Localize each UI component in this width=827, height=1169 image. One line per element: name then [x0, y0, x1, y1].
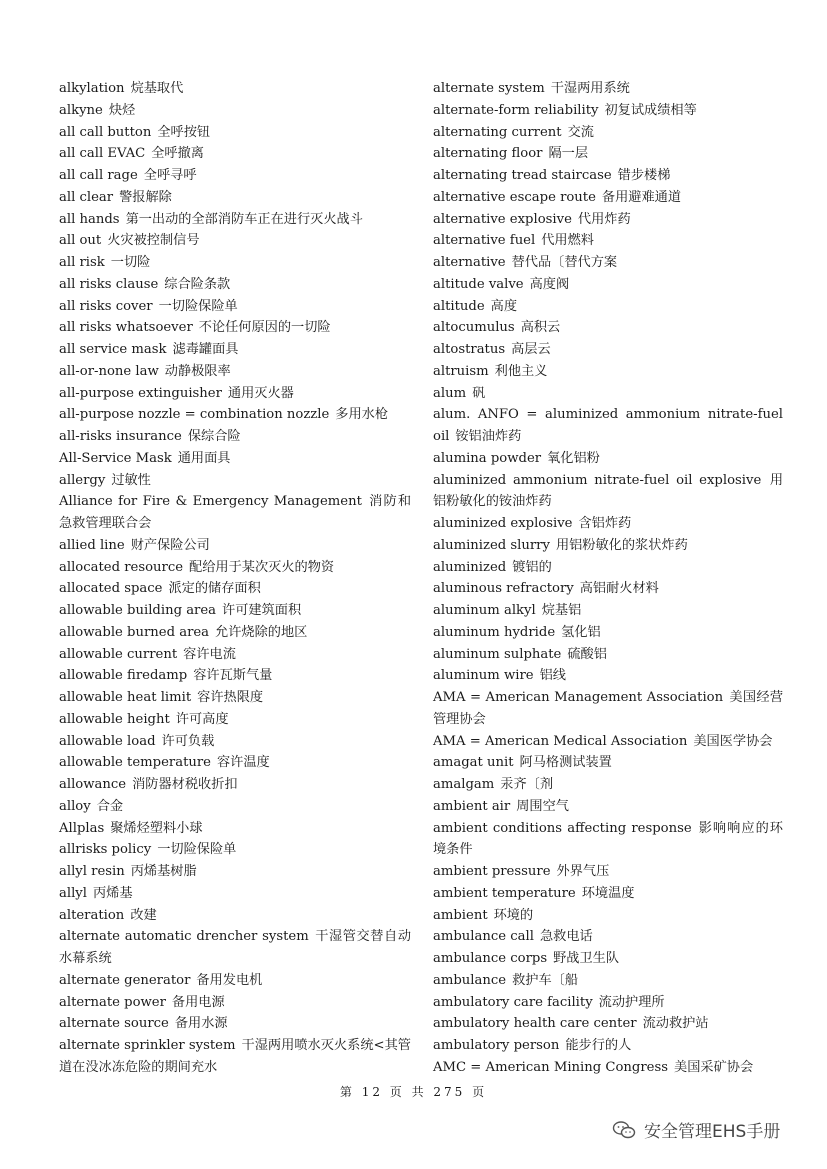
glossary-entry	[59, 122, 411, 144]
entry-definition: 聚烯烃塑料小球	[110, 820, 203, 836]
glossary-entry	[59, 622, 411, 644]
entry-term: all-risks insurance	[59, 429, 182, 444]
entry-term: Alliance for Fire & Emergency Management	[59, 494, 362, 510]
entry-definition: 许可建筑面积	[222, 603, 302, 618]
glossary-entry	[59, 317, 411, 339]
entry-definition: 替代品〔替代方案	[511, 255, 618, 270]
glossary-entry	[59, 687, 411, 709]
entry-definition: 用铝粉敏化的浆状炸药	[555, 537, 688, 553]
entry-definition: 高积云	[520, 320, 561, 336]
entry-term: allowable load	[59, 733, 156, 749]
entry-definition: 利他主义	[494, 363, 548, 379]
entry-term: alkyne	[59, 102, 103, 118]
entry-term: alternate-form reliability	[433, 102, 599, 118]
entry-definition: 容许热限度	[197, 690, 264, 705]
entry-definition: 干湿两用喷水灭火系统<其管道在没冰冻危险的期间充水	[59, 1038, 411, 1075]
glossary-entry	[59, 992, 411, 1014]
entry-definition: 综合险条款	[164, 276, 231, 292]
glossary-entry	[433, 100, 783, 122]
entry-definition: 代用燃料	[541, 233, 594, 249]
entry-term: alternate source	[59, 1016, 169, 1032]
glossary-entry	[433, 926, 783, 948]
entry-term: altocumulus	[433, 320, 515, 336]
entry-definition: 氧化铝粉	[547, 450, 600, 466]
entry-definition: 铝线	[539, 668, 566, 684]
glossary-entry	[433, 774, 783, 796]
entry-definition: 高铝耐火材料	[579, 581, 659, 597]
entry-term: altruism	[433, 363, 489, 379]
entry-term: allyl	[59, 885, 87, 901]
glossary-entry	[433, 78, 783, 100]
entry-term: all risks clause	[59, 276, 159, 292]
glossary-entry	[433, 970, 783, 992]
entry-term: ambient pressure	[433, 864, 551, 879]
glossary-entry	[59, 339, 411, 361]
entry-definition: 容许电流	[183, 646, 236, 662]
glossary-entry	[433, 339, 783, 361]
entry-term: all risks whatsoever	[59, 320, 193, 336]
glossary-entry	[433, 383, 783, 405]
entry-definition: 容许瓦斯气量	[193, 668, 273, 684]
entry-definition: 全呼寻呼	[143, 168, 197, 183]
entry-definition: 全呼按钮	[157, 124, 211, 140]
entry-term: alteration	[59, 907, 125, 923]
entry-term: allowable current	[59, 646, 178, 662]
entry-definition: 容许温度	[216, 755, 270, 771]
glossary-entry	[433, 187, 783, 209]
glossary-entry	[59, 796, 411, 818]
entry-term: allowable firedamp	[59, 668, 188, 684]
entry-term: altitude valve	[433, 276, 524, 292]
entry-term: ambulatory care facility	[433, 994, 593, 1010]
glossary-entry	[433, 883, 783, 905]
entry-definition: 初复试成绩相等	[604, 102, 697, 118]
entry-definition: 野战卫生队	[553, 951, 620, 966]
entry-definition: 美国医学协会	[693, 733, 773, 749]
entry-definition: 流动护理所	[598, 994, 665, 1010]
glossary-entry	[433, 861, 783, 883]
glossary-entry	[59, 230, 411, 252]
entry-definition: 美国采矿协会	[674, 1059, 754, 1075]
glossary-entry	[59, 883, 411, 905]
entry-term: altostratus	[433, 342, 506, 357]
entry-term: amalgam	[433, 777, 495, 792]
entry-definition: 阿马格测试装置	[519, 755, 612, 771]
left-column	[59, 78, 411, 1079]
entry-term: ambient temperature	[433, 885, 576, 901]
glossary-entry	[59, 78, 411, 100]
entry-definition: 氢化铝	[561, 624, 601, 640]
entry-definition: 含铝炸药	[578, 516, 632, 531]
glossary-entry	[433, 600, 783, 622]
glossary-entry	[433, 665, 783, 687]
entry-term: alternating floor	[433, 146, 543, 162]
entry-definition: 过敏性	[111, 472, 151, 488]
glossary-entry	[59, 491, 411, 535]
entry-term: allergy	[59, 472, 106, 488]
entry-definition: 流动救护站	[642, 1016, 709, 1032]
entry-definition: 全呼撤离	[151, 146, 204, 162]
right-column	[433, 78, 783, 1079]
glossary-entry	[59, 426, 411, 448]
entry-term: allowable heat limit	[59, 690, 192, 705]
entry-term: aluminized ammonium nitrate-fuel oil explosive	[433, 472, 762, 488]
entry-term: ambient conditions affecting response	[433, 820, 692, 836]
entry-term: alternate sprinkler system	[59, 1038, 236, 1053]
entry-definition: 代用炸药	[577, 211, 631, 227]
entry-term: alum	[433, 385, 467, 401]
entry-term: altitude	[433, 298, 485, 314]
entry-term: ambulatory health care center	[433, 1016, 637, 1032]
entry-definition: 财产保险公司	[130, 537, 210, 553]
glossary-entry	[59, 905, 411, 927]
glossary-entry	[59, 209, 411, 231]
glossary-entry	[59, 187, 411, 209]
entry-term: allowable height	[59, 711, 170, 727]
glossary-entry	[433, 230, 783, 252]
entry-definition: 矾	[472, 385, 486, 401]
entry-term: alumina powder	[433, 450, 542, 466]
entry-term: Allplas	[59, 820, 105, 836]
entry-term: all clear	[59, 189, 114, 205]
entry-definition: 救护车〔船	[512, 972, 579, 988]
glossary-entry	[433, 1057, 783, 1079]
entry-definition: 丙烯基	[92, 885, 133, 901]
wechat-icon	[612, 1120, 636, 1140]
glossary-entry	[433, 578, 783, 600]
glossary-entry	[59, 100, 411, 122]
glossary-entry	[433, 818, 783, 862]
entry-definition: 火灾被控制信号	[107, 233, 200, 249]
glossary-entry	[433, 470, 783, 514]
entry-term: all-purpose nozzle = combination nozzle	[59, 407, 330, 423]
glossary-entry	[433, 165, 783, 187]
watermark-text: 安全管理EHS手册	[644, 1122, 781, 1142]
entry-term: aluminized explosive	[433, 516, 573, 531]
entry-definition: 许可负载	[161, 733, 215, 749]
entry-definition: 多用水枪	[335, 407, 389, 423]
page-footer: 第 12 页 共 275 页	[339, 1085, 488, 1099]
glossary-entry	[59, 752, 411, 774]
glossary-entry	[433, 209, 783, 231]
glossary-entry	[433, 122, 783, 144]
glossary-entry	[59, 535, 411, 557]
entry-definition: 派定的储存面积	[168, 581, 261, 597]
entry-definition: 备用避难通道	[601, 189, 682, 205]
entry-term: amagat unit	[433, 755, 514, 771]
glossary-entry	[433, 752, 783, 774]
entry-definition: 错步楼梯	[617, 168, 671, 183]
glossary-entry	[59, 296, 411, 318]
entry-definition: 急救电话	[539, 929, 593, 945]
glossary-entry	[59, 600, 411, 622]
entry-definition: 丙烯基树脂	[130, 864, 197, 879]
glossary-entry	[59, 926, 411, 970]
glossary-entry	[433, 622, 783, 644]
entry-term: all call button	[59, 124, 152, 140]
entry-definition: 高度	[490, 298, 518, 314]
entry-term: aluminum hydride	[433, 624, 556, 640]
entry-definition: 改建	[130, 907, 157, 923]
entry-term: alternate power	[59, 994, 166, 1010]
entry-term: allowable building area	[59, 603, 217, 618]
entry-definition: 美国经营管理协会	[433, 690, 784, 727]
entry-definition: 周围空气	[516, 798, 569, 814]
entry-definition: 通用面具	[177, 450, 231, 466]
entry-term: alternating tread staircase	[433, 168, 612, 183]
glossary-entry	[59, 861, 411, 883]
entry-term: allocated resource	[59, 559, 184, 575]
glossary-entry	[59, 383, 411, 405]
glossary-entry	[59, 361, 411, 383]
glossary-entry	[59, 774, 411, 796]
entry-term: allocated space	[59, 581, 163, 597]
entry-definition: 一切险	[110, 255, 151, 270]
glossary-entry	[433, 274, 783, 296]
entry-term: aluminous refractory	[433, 581, 574, 597]
glossary-entry	[59, 274, 411, 296]
entry-term: all service mask	[59, 342, 167, 357]
entry-term: all call EVAC	[59, 146, 146, 162]
entry-term: AMC = American Mining Congress	[433, 1059, 669, 1075]
glossary-entry	[433, 535, 783, 557]
entry-term: ambulatory person	[433, 1038, 560, 1053]
entry-term: all risks cover	[59, 298, 153, 314]
entry-definition: 交流	[567, 124, 594, 140]
entry-definition: 通用灭火器	[227, 385, 294, 401]
glossary-entry	[59, 470, 411, 492]
entry-term: allowance	[59, 777, 127, 792]
glossary-entry	[59, 165, 411, 187]
entry-term: alloy	[59, 798, 91, 814]
glossary-entry	[433, 513, 783, 535]
entry-term: all risk	[59, 255, 105, 270]
glossary-entry	[59, 970, 411, 992]
glossary-entry	[433, 992, 783, 1014]
entry-definition: 动静极限率	[164, 363, 231, 379]
entry-term: ambient air	[433, 798, 511, 814]
entry-definition: 一切险保险单	[157, 842, 237, 858]
glossary-entry	[433, 404, 783, 448]
entry-term: All-Service Mask	[59, 450, 172, 466]
glossary-entry	[59, 557, 411, 579]
entry-definition: 硫酸铝	[567, 646, 607, 662]
entry-term: aluminized slurry	[433, 537, 550, 553]
glossary-entry	[433, 948, 783, 970]
glossary-entry	[59, 1013, 411, 1035]
entry-definition: 用铝粉敏化的铵油炸药	[433, 472, 783, 510]
entry-definition: 影响响应的环境条件	[433, 820, 783, 858]
entry-definition: 备用水源	[174, 1016, 228, 1032]
entry-definition: 能步行的人	[565, 1038, 632, 1053]
entry-definition: 环境温度	[581, 885, 635, 901]
glossary-entry	[59, 818, 411, 840]
entry-term: alternate generator	[59, 972, 191, 988]
entry-term: AMA = American Medical Association	[433, 733, 688, 749]
entry-term: aluminum sulphate	[433, 646, 562, 662]
entry-term: AMA = American Management Association	[433, 690, 724, 705]
entry-term: ambulance call	[433, 929, 534, 945]
entry-definition: 合金	[96, 798, 124, 814]
glossary-entry	[433, 796, 783, 818]
glossary-entry	[59, 665, 411, 687]
watermark	[612, 1117, 780, 1142]
entry-definition: 环境的	[493, 907, 534, 923]
glossary-entry	[59, 252, 411, 274]
entry-definition: 第一出动的全部消防车正在进行灭火战斗	[125, 211, 363, 227]
entry-definition: 高度阀	[529, 276, 570, 292]
glossary-entry	[59, 731, 411, 753]
glossary-entry	[59, 143, 411, 165]
entry-definition: 滤毒罐面具	[172, 342, 239, 357]
entry-term: aluminum alkyl	[433, 603, 536, 618]
entry-term: alternative escape route	[433, 189, 596, 205]
entry-term: alternative	[433, 255, 506, 270]
entry-definition: 一切险保险单	[158, 298, 238, 314]
entry-term: all-or-none law	[59, 363, 159, 379]
glossary-entry	[433, 557, 783, 579]
glossary-entry	[59, 644, 411, 666]
glossary-entry	[433, 143, 783, 165]
entry-definition: 消防和急救管理联合会	[59, 494, 412, 531]
entry-definition: 消防器材税收折扣	[132, 777, 238, 792]
glossary-entry	[59, 578, 411, 600]
glossary-entry	[59, 839, 411, 861]
entry-term: all-purpose extinguisher	[59, 385, 222, 401]
entry-term: all out	[59, 233, 102, 249]
entry-term: aluminum wire	[433, 668, 534, 684]
entry-term: all call rage	[59, 168, 138, 183]
glossary-entry	[433, 361, 783, 383]
glossary-entry	[433, 252, 783, 274]
glossary-entry	[433, 1035, 783, 1057]
entry-definition: 铵铝油炸药	[455, 429, 522, 444]
glossary-entry	[59, 448, 411, 470]
entry-definition: 许可高度	[175, 711, 229, 727]
entry-term: alkylation	[59, 81, 125, 96]
entry-term: alternative fuel	[433, 233, 536, 249]
glossary-entry	[433, 448, 783, 470]
entry-term: allyl resin	[59, 864, 125, 879]
entry-definition: 配给用于某次灭火的物资	[189, 559, 335, 575]
entry-term: alternative explosive	[433, 211, 572, 227]
glossary-entry	[433, 905, 783, 927]
entry-definition: 汞齐〔剂	[500, 777, 554, 792]
glossary-entry	[433, 1013, 783, 1035]
entry-definition: 炔烃	[108, 102, 136, 118]
entry-definition: 外界气压	[556, 864, 610, 879]
entry-term: allowable burned area	[59, 624, 210, 640]
entry-term: allrisks policy	[59, 842, 152, 858]
glossary-entry	[59, 404, 411, 426]
entry-definition: 允许烧除的地区	[215, 624, 308, 640]
entry-definition: 备用电源	[171, 994, 225, 1010]
entry-definition: 高层云	[511, 342, 551, 357]
entry-definition: 烷基取代	[130, 81, 184, 96]
entry-term: allied line	[59, 537, 125, 553]
entry-term: alternate automatic drencher system	[59, 929, 309, 945]
glossary-entry	[433, 644, 783, 666]
entry-term: ambulance corps	[433, 951, 548, 966]
entry-term: ambient	[433, 907, 488, 923]
entry-term: aluminized	[433, 559, 507, 575]
entry-definition: 干湿两用系统	[550, 81, 630, 96]
entry-definition: 干湿管交替自动水幕系统	[59, 929, 412, 966]
glossary-entry	[433, 731, 783, 753]
entry-definition: 镀铝的	[512, 559, 552, 575]
glossary-entry	[59, 1035, 411, 1079]
entry-term: alternate system	[433, 81, 545, 96]
entry-term: all hands	[59, 211, 120, 227]
entry-term: alternating current	[433, 124, 562, 140]
entry-definition: 隔一层	[548, 146, 589, 162]
glossary-entry	[433, 317, 783, 339]
entry-definition: 备用发电机	[196, 972, 263, 988]
entry-definition: 警报解除	[119, 189, 172, 205]
entry-term: alum. ANFO = aluminized ammonium nitrate-fuel oil	[433, 407, 783, 444]
entry-definition: 不论任何原因的一切险	[198, 320, 331, 336]
entry-definition: 保综合险	[187, 429, 241, 444]
entry-definition: 烷基铝	[541, 603, 582, 618]
entry-term: allowable temperature	[59, 755, 211, 771]
entry-term: ambulance	[433, 972, 507, 988]
glossary-entry	[433, 296, 783, 318]
glossary-entry	[433, 687, 783, 731]
glossary-entry	[59, 709, 411, 731]
